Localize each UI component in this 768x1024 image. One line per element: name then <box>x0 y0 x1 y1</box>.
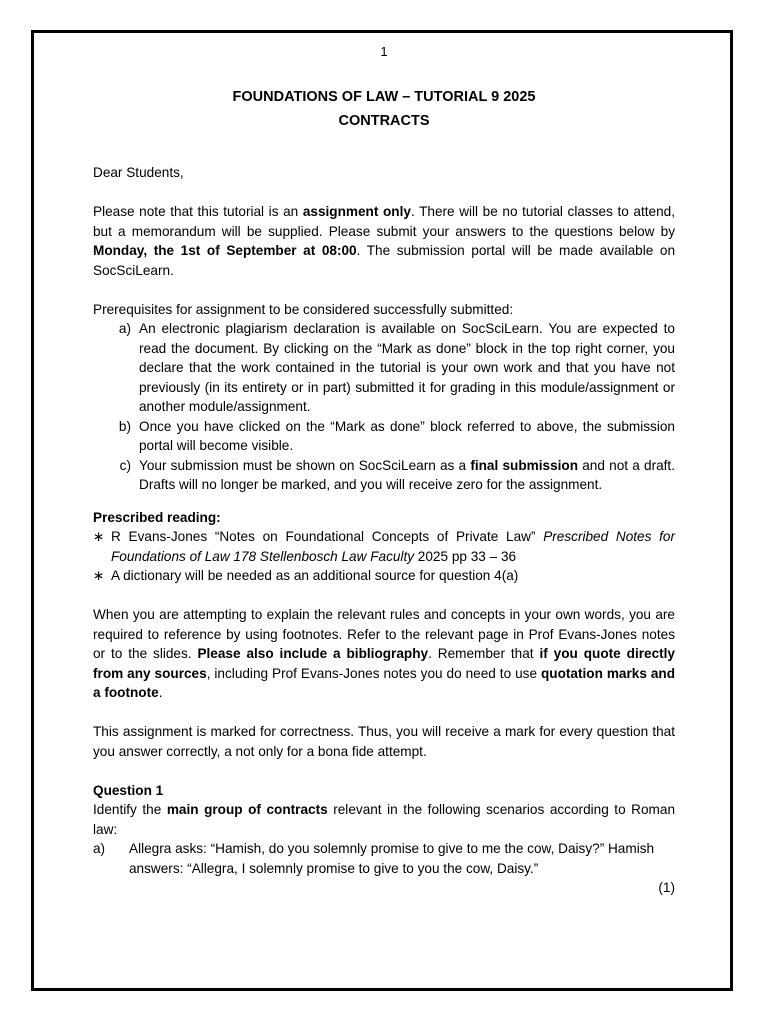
mark-allocation: (1) <box>658 880 675 895</box>
document-subtitle: CONTRACTS <box>338 113 430 129</box>
question-heading: Question 1 <box>93 782 164 798</box>
correctness-paragraph: This assignment is marked for correctness. Thus, you will receive a mark for every question that you answer correctly, a not only for a bona fide attempt. <box>93 724 675 759</box>
prerequisites-heading: Prerequisites for assignment to be considered successfully submitted: <box>93 301 514 317</box>
list-item: c) Your submission must be shown on SocSciLearn as a final submission and not a draft. Drafts will no longer be marked, and you will receive zero for the assignment. <box>119 457 675 492</box>
document-title: FOUNDATIONS OF LAW – TUTORIAL 9 2025 <box>232 89 536 105</box>
list-item: b) Once you have clicked on the “Mark as done” block referred to above, the submission portal will become visible. <box>118 418 675 453</box>
question-instructions: Identify the main group of contracts relevant in the following scenarios according to Roman law: <box>93 802 676 837</box>
referencing-paragraph: When you are attempting to explain the relevant rules and concepts in your own words, you are required to reference by using footnotes. Refer to the relevant page in Prof Evans-Jones notes or to the slides. Please also include a bibliography. Remember that if you quote directly from any sources, including Prof Evans-Jones notes you do need to use quotation marks and a footnote. <box>93 607 676 700</box>
list-item: a) An electronic plagiarism declaration is available on SocSciLearn. You are expected to read the document. By clicking on the “Mark as done” block in the top right corner, you declare that the work contained in the tutorial is your own work and that you have not previously (in its entirety or in part) submitted it for grading in this module/assignment or another module/assignment. <box>118 321 675 414</box>
intro-paragraph: Please note that this tutorial is an assignment only. There will be no tutorial classes to attend, but a memorandum will be supplied. Please submit your answers to the questions below by Monday, the 1st of September at 08:00. The submission portal will be made available on SocSciLearn. <box>93 204 676 278</box>
question-item: a) Allegra asks: “Hamish, do you solemnly promise to give to me the cow, Daisy?” Hamish answers: “Allegra, I solemnly promise to give to you the cow, Daisy.” <box>93 841 655 876</box>
page-number: 1 <box>380 44 388 59</box>
list-item: ∗ R Evans-Jones “Notes on Foundational Concepts of Private Law” Prescribed Notes for Foundations of Law 178 Stellenbosch Law Faculty 2025 pp 33 – 36 <box>93 527 675 566</box>
prerequisites-list <box>93 319 675 495</box>
prescribed-reading-heading: Prescribed reading: <box>93 509 221 525</box>
bullet-icon: ∗ <box>93 568 105 583</box>
document-body <box>93 163 675 898</box>
salutation: Dear Students, <box>93 165 184 180</box>
list-item: ∗ A dictionary will be needed as an additional source for question 4(a) <box>93 566 675 586</box>
bullet-icon: ∗ <box>93 529 105 544</box>
